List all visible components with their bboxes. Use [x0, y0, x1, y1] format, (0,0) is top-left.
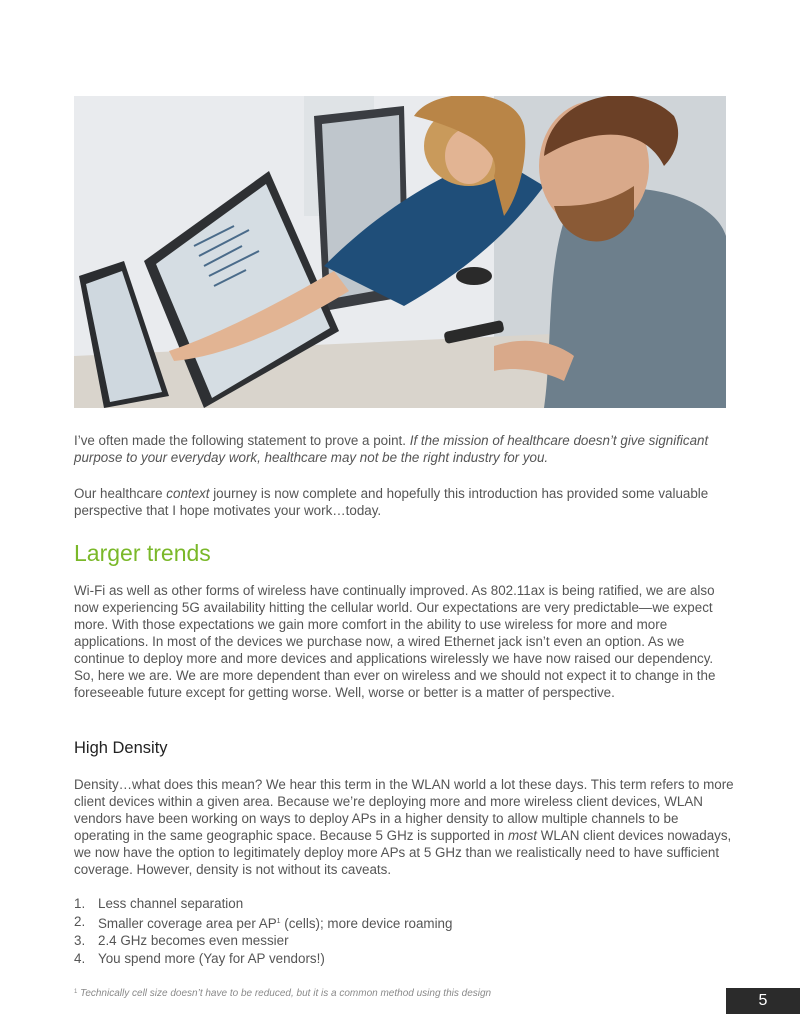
list-item [74, 913, 452, 933]
subsection-emphasis: most [507, 828, 537, 843]
list-item [74, 895, 452, 913]
subsection-text: Density…what does this mean? We hear this term in the WLAN world a lot these days. This term refers to more client devices within a given area. Because we’re deploying more and more wireless client devices, WLAN vendors have been working on ways to deploy APs in a higher density to allow multiple channels to be operating in the same geographic space. Because 5 GHz is supported in [74, 777, 734, 843]
hero-photo [74, 96, 726, 408]
footnote [74, 988, 491, 999]
intro-paragraph-2 [74, 485, 734, 519]
list-number: 4. [74, 950, 86, 966]
subsection-text: WLAN client devices nowadays, we now have the option to legitimately deploy more APs at 5 GHz than we realistically need to have sufficient coverage. However, density is not without its caveats. [74, 828, 732, 877]
footnote-text: Technically cell size doesn’t have to be reduced, but it is a common method using this design [77, 988, 492, 999]
list-number: 2. [74, 913, 86, 929]
list-item [74, 932, 452, 950]
list-number: 3. [74, 933, 86, 948]
office-photo-icon [74, 96, 726, 408]
subsection-paragraph [74, 776, 734, 878]
footnote-reference: 1 [276, 917, 281, 925]
list-text: You spend more (Yay for AP vendors!) [98, 950, 325, 966]
subsection-heading: High Density [74, 739, 168, 757]
list-item [74, 950, 452, 968]
caveats-list [74, 895, 452, 967]
intro-text: I’ve often made the following statement to prove a point. [74, 433, 410, 448]
intro-emphasis: context [166, 486, 210, 501]
list-text: Less channel separation [98, 896, 244, 911]
list-text-part: Smaller coverage area per AP [98, 915, 277, 931]
intro-text: journey is now complete and hopefully this introduction has provided some valuable perspective that I hope motivates your work…today. [74, 486, 709, 518]
list-text: 2.4 GHz becomes even messier [98, 933, 289, 948]
list-number: 1. [74, 896, 86, 911]
intro-text: Our healthcare [74, 486, 167, 501]
list-text [98, 913, 452, 933]
page-number: 5 [726, 988, 800, 1014]
intro-quote: If the mission of healthcare doesn’t give significant purpose to your everyday work, healthcare may not be the right industry for you. [74, 433, 709, 465]
footnote-mark: 1 [74, 989, 78, 995]
section-paragraph: Wi-Fi as well as other forms of wireless have continually improved. As 802.11ax is being ratified, we are also now experiencing 5G availability hitting the cellular world. Our expectations are very predictable—we expect more. With those expectations we gain more comfort in the ability to use wireless for more and more applications. In most of the devices we purchase now, a wired Ethernet jack isn’t even an option. As we continue to deploy more and more devices and applications wirelessly we have now raised our dependency. So, here we are. We are more dependent than ever on wireless and we should not expect it to change in the foreseeable future except for getting worse. Well, worse or better is a matter of perspective. [74, 583, 716, 700]
list-text-part: (cells); more device roaming [280, 915, 453, 931]
section-heading: Larger trends [74, 540, 211, 566]
intro-paragraph-1 [74, 432, 734, 466]
